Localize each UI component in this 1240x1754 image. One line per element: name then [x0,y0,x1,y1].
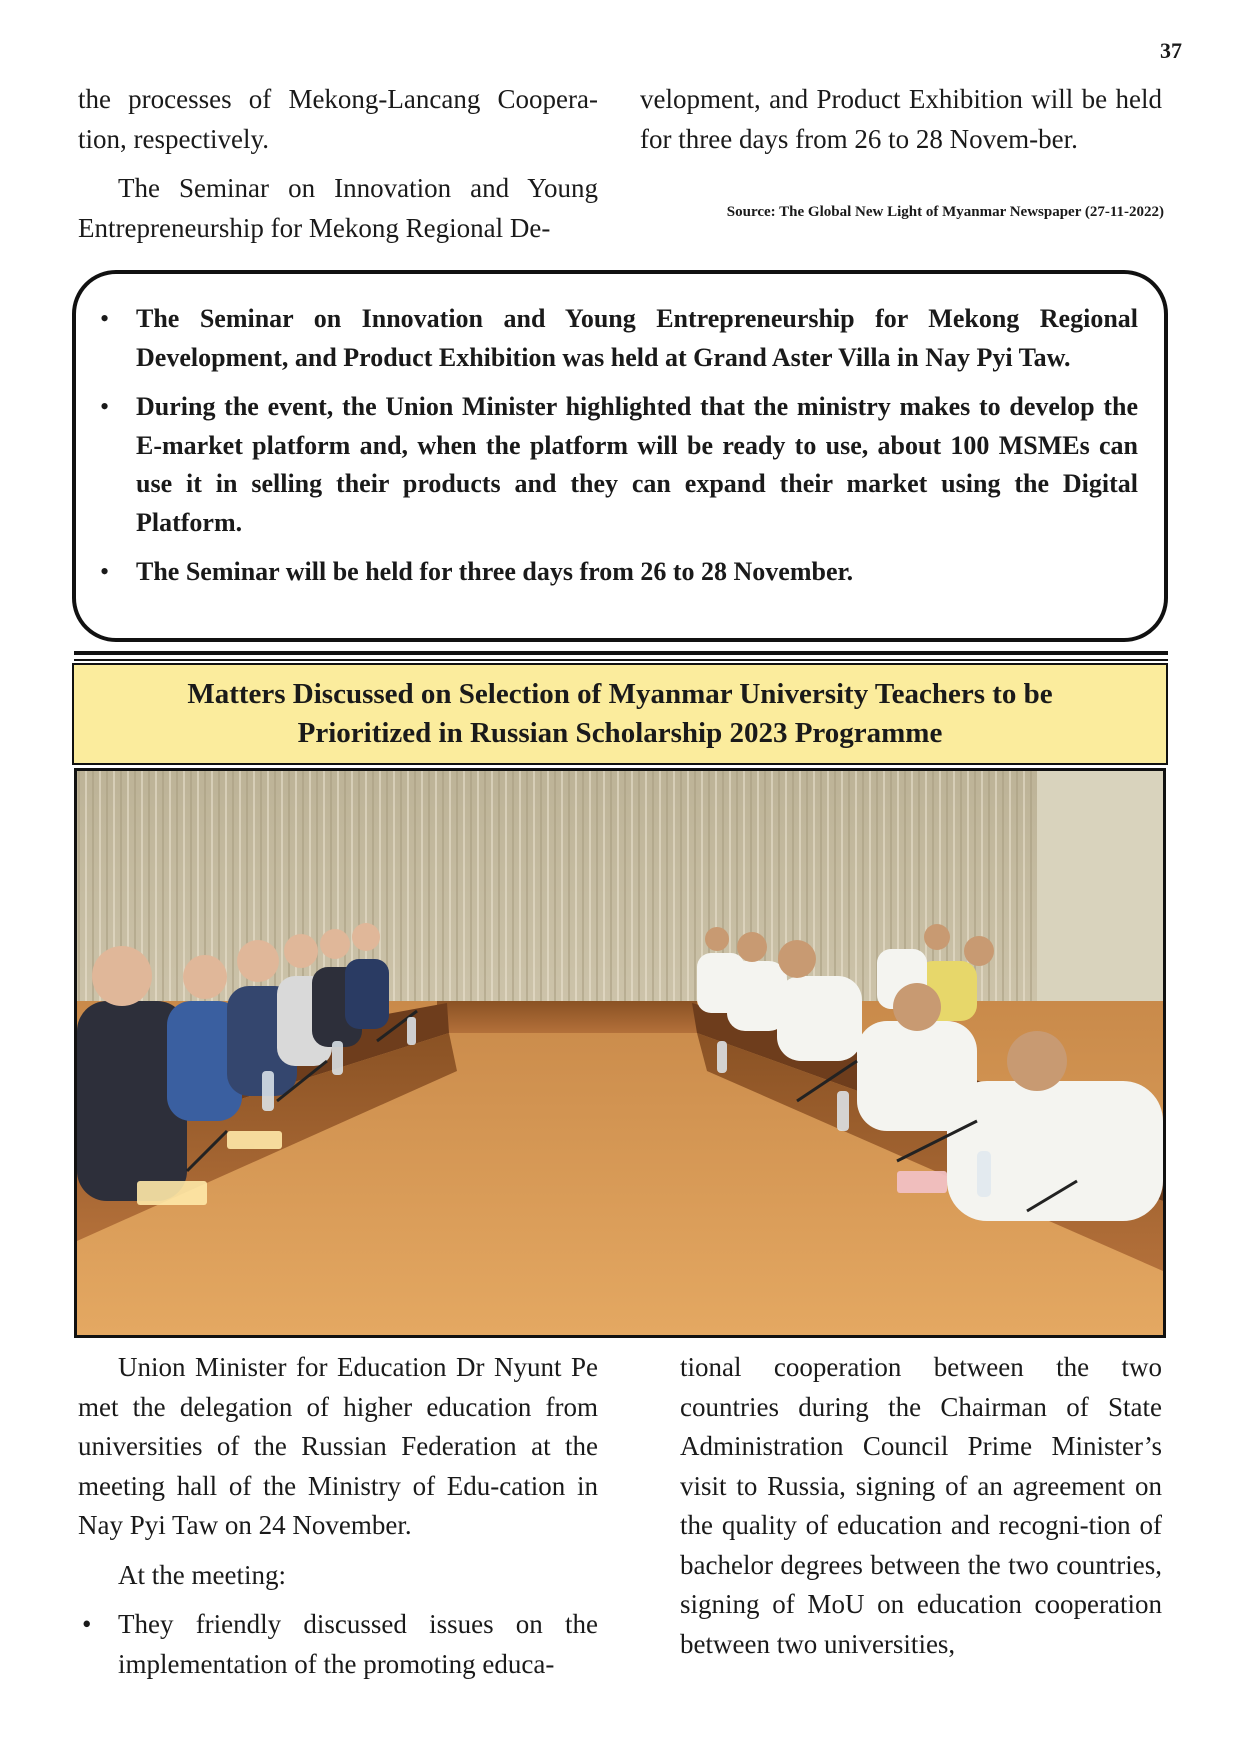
summary-bullet-text: The Seminar will be held for three days from 26 to 28 November. [136,557,854,586]
summary-bullet [96,553,1138,592]
article-right-column [680,1348,1162,1664]
summary-bullet-text: The Seminar on Innovation and Young Entrepreneurship for Mekong Regional Development, and Product Exhibition was held at Grand Aster Villa in Nay Pyi Taw. [136,304,1138,372]
article-headline [72,663,1168,765]
section-divider [74,659,1168,661]
meeting-photo [74,768,1166,1338]
headline-line: Matters Discussed on Selection of Myanmar University Teachers to be [187,678,1053,710]
bullet-icon: • [100,557,110,586]
page-number: 37 [1160,38,1182,63]
summary-bullet [96,388,1138,542]
summary-box [72,270,1168,642]
top-left-column [78,80,598,248]
paragraph: velopment, and Product Exhibition will be held for three days from 26 to 28 Novem-ber. [640,84,1162,154]
headline-line: Prioritized in Russian Scholarship 2023 Programme [297,717,943,749]
paragraph: the processes of Mekong-Lancang Coopera-tion, respectively. [78,84,598,154]
article-left-column [78,1348,598,1684]
paragraph: The Seminar on Innovation and Young Entrepreneurship for Mekong Regional De- [78,173,598,243]
list-item [78,1605,598,1684]
source-citation: Source: The Global New Light of Myanmar Newspaper (27-11-2022) [726,204,1164,220]
bullet-icon: • [100,392,110,421]
meeting-photo-illustration [77,771,1163,1335]
paragraph: At the meeting: [118,1559,286,1590]
section-divider [74,651,1168,655]
list-item-text: They friendly discussed issues on the implementation of the promoting educa- [118,1609,598,1679]
summary-bullet-text: During the event, the Union Minister highlighted that the ministry makes to develop the E-market platform and, when the platform will be ready to use, about 100 MSMEs can use it in selling their products and they can expand their market using the Digital Platform. [136,392,1138,537]
summary-bullet [96,300,1138,377]
paragraph: tional cooperation between the two countries during the Chairman of State Administration Council Prime Minister’s visit to Russia, signing of an agreement on the quality of education and recogni-tion of bachelor degrees between the two countries, signing of MoU on education cooperation between two universities, [680,1352,1162,1659]
top-right-column [640,80,1162,159]
paragraph: Union Minister for Education Dr Nyunt Pe met the delegation of higher education from universities of the Russian Federation at the meeting hall of the Ministry of Edu-cation in Nay Pyi Taw on 24 November. [78,1352,598,1540]
bullet-icon: • [100,304,110,333]
bullet-icon: • [82,1609,92,1639]
